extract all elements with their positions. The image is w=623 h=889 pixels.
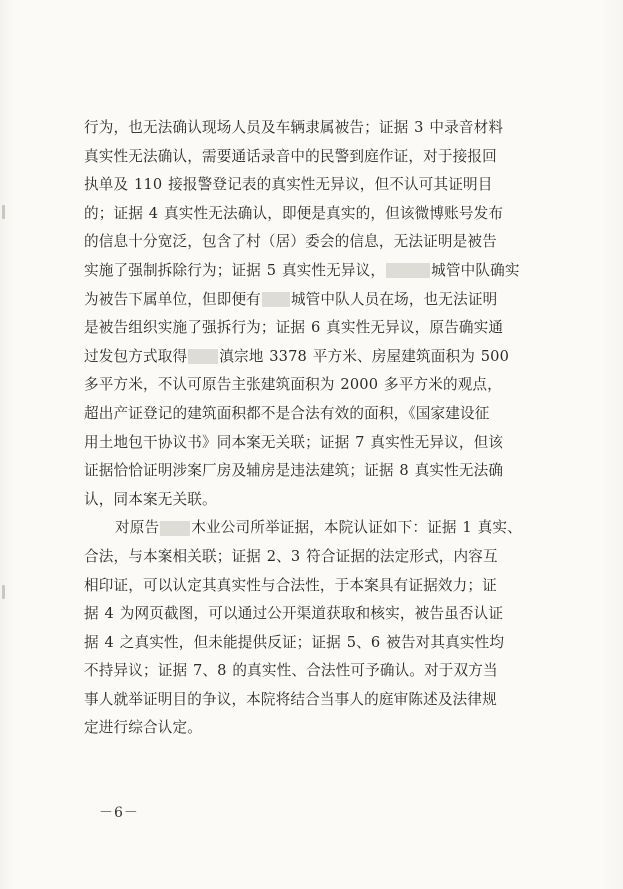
text-line: 执单及 110 接报警登记表的真实性无异议，但不认可其证明目 bbox=[84, 176, 493, 194]
text-line bbox=[84, 257, 556, 286]
text-segment: 城管中队确实 bbox=[431, 261, 520, 279]
text-segment: 对原告 bbox=[115, 519, 160, 537]
text-segment: 为被告下属单位，但即便有 bbox=[84, 290, 261, 308]
text-line: 事人就举证明目的争议，本院将结合当事人的庭审陈述及法律规 bbox=[84, 690, 497, 708]
redaction-block bbox=[160, 521, 190, 536]
page-number: －6－ bbox=[99, 805, 139, 821]
text-line: 多平方米，不认可原告主张建筑面积为 2000 多平方米的观点， bbox=[84, 376, 502, 394]
text-line: 据 4 之真实性，但未能提供反证；证据 5、6 被告对其真实性均 bbox=[84, 633, 505, 651]
text-line: 据 4 为网页截图，可以通过公开渠道获取和核实，被告虽否认证 bbox=[84, 605, 504, 623]
text-line: 合法，与本案相关联；证据 2、3 符合证据的法定形式，内容互 bbox=[84, 547, 498, 565]
redaction-block bbox=[188, 349, 218, 364]
document-body bbox=[84, 114, 556, 743]
paragraph-evidence-opinion bbox=[84, 114, 556, 514]
paragraph-court-finding bbox=[84, 514, 556, 743]
text-line: 认，同本案无关联。 bbox=[84, 490, 217, 508]
text-line bbox=[84, 343, 556, 372]
text-line: 相印证，可以认定其真实性与合法性，于本案具有证据效力；证 bbox=[84, 576, 497, 594]
text-line bbox=[84, 514, 556, 543]
text-line: 的信息十分宽泛，包含了村（居）委会的信息，无法证明是被告 bbox=[84, 233, 497, 251]
text-line: 定进行综合认定。 bbox=[84, 719, 202, 737]
text-segment: 过发包方式取得 bbox=[84, 347, 188, 365]
text-segment: 实施了强制拆除行为；证据 5 真实性无异议， bbox=[84, 261, 386, 279]
text-line: 证据恰恰证明涉案厂房及辅房是违法建筑；证据 8 真实性无法确 bbox=[84, 462, 504, 480]
text-segment: 木业公司所举证据，本院认证如下：证据 1 真实、 bbox=[191, 519, 522, 537]
text-line: 的；证据 4 真实性无法确认，即便是真实的，但该微博账号发布 bbox=[84, 204, 504, 222]
text-line: 用土地包干协议书》同本案无关联；证据 7 真实性无异议，但该 bbox=[84, 433, 504, 451]
binding-mark bbox=[2, 585, 5, 599]
text-line: 行为，也无法确认现场人员及车辆隶属被告；证据 3 中录音材料 bbox=[84, 119, 504, 136]
binding-mark bbox=[2, 205, 5, 219]
text-line: 是被告组织实施了强拆行为；证据 6 真实性无异议，原告确实通 bbox=[84, 319, 504, 337]
redaction-block bbox=[262, 292, 290, 307]
text-line: 不持异议；证据 7、8 的真实性、合法性可予确认。对于双方当 bbox=[84, 662, 498, 680]
text-line: 真实性无法确认，需要通话录音中的民警到庭作证，对于接报回 bbox=[84, 147, 497, 165]
text-segment: 滇宗地 3378 平方米、房屋建筑面积为 500 bbox=[219, 347, 510, 365]
text-line bbox=[84, 286, 556, 315]
text-line: 超出产证登记的建筑面积都不是合法有效的面积，《国家建设征 bbox=[84, 404, 490, 422]
text-segment: 城管中队人员在场，也无法证明 bbox=[290, 290, 498, 308]
redaction-block bbox=[386, 263, 430, 278]
